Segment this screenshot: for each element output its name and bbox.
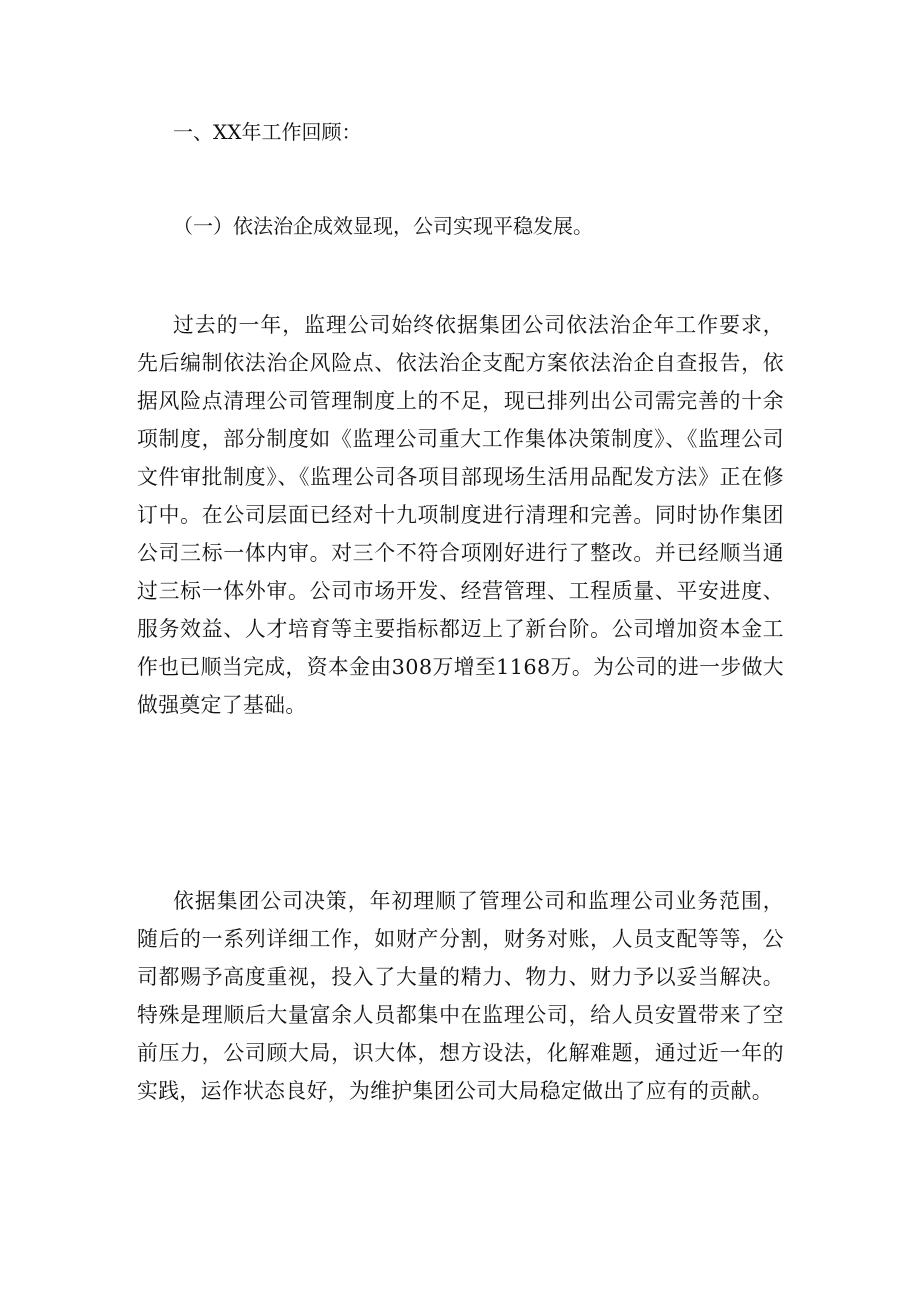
paragraph-2: 依据集团公司决策，年初理顺了管理公司和监理公司业务范围，随后的一系列详细工作，如财产分割，财务对账，人员支配等等，公司都赐予高度重视，投入了大量的精力、物力、财力予以妥当解决。特殊是理顺后大量富余人员都集中在监理公司，给人员安置带来了空前压力，公司顾大局，识大体，想方设法，化解难题，通过近一年的实践，运作状态良好，为维护集团公司大局稳定做出了应有的贡献。: [137, 889, 784, 1103]
section-heading: 一、XX年工作回顾：: [173, 120, 362, 144]
subsection-heading: （一）依法治企成效显现，公司实现平稳发展。: [173, 214, 593, 238]
paragraph-1: 过去的一年，监理公司始终依据集团公司依法治企年工作要求，先后编制依法治企风险点、依法治企支配方案依法治企自查报告，依据风险点清理公司管理制度上的不足，现已排列出公司需完善的十余项制度，部分制度如《监理公司重大工作集体决策制度》、《监理公司文件审批制度》、《监理公司各项目部现场生活用品配发方法》正在修订中。在公司层面已经对十九项制度进行清理和完善。同时协作集团公司三标一体内审。对三个不符合项刚好进行了整改。并已经顺当通过三标一体外审。公司市场开发、经营管理、工程质量、平安进度、服务效益、人才培育等主要指标都迈上了新台阶。公司增加资本金工作也已顺当完成，资本金由308万增至1168万。为公司的进一步做大做强奠定了基础。: [137, 313, 784, 717]
